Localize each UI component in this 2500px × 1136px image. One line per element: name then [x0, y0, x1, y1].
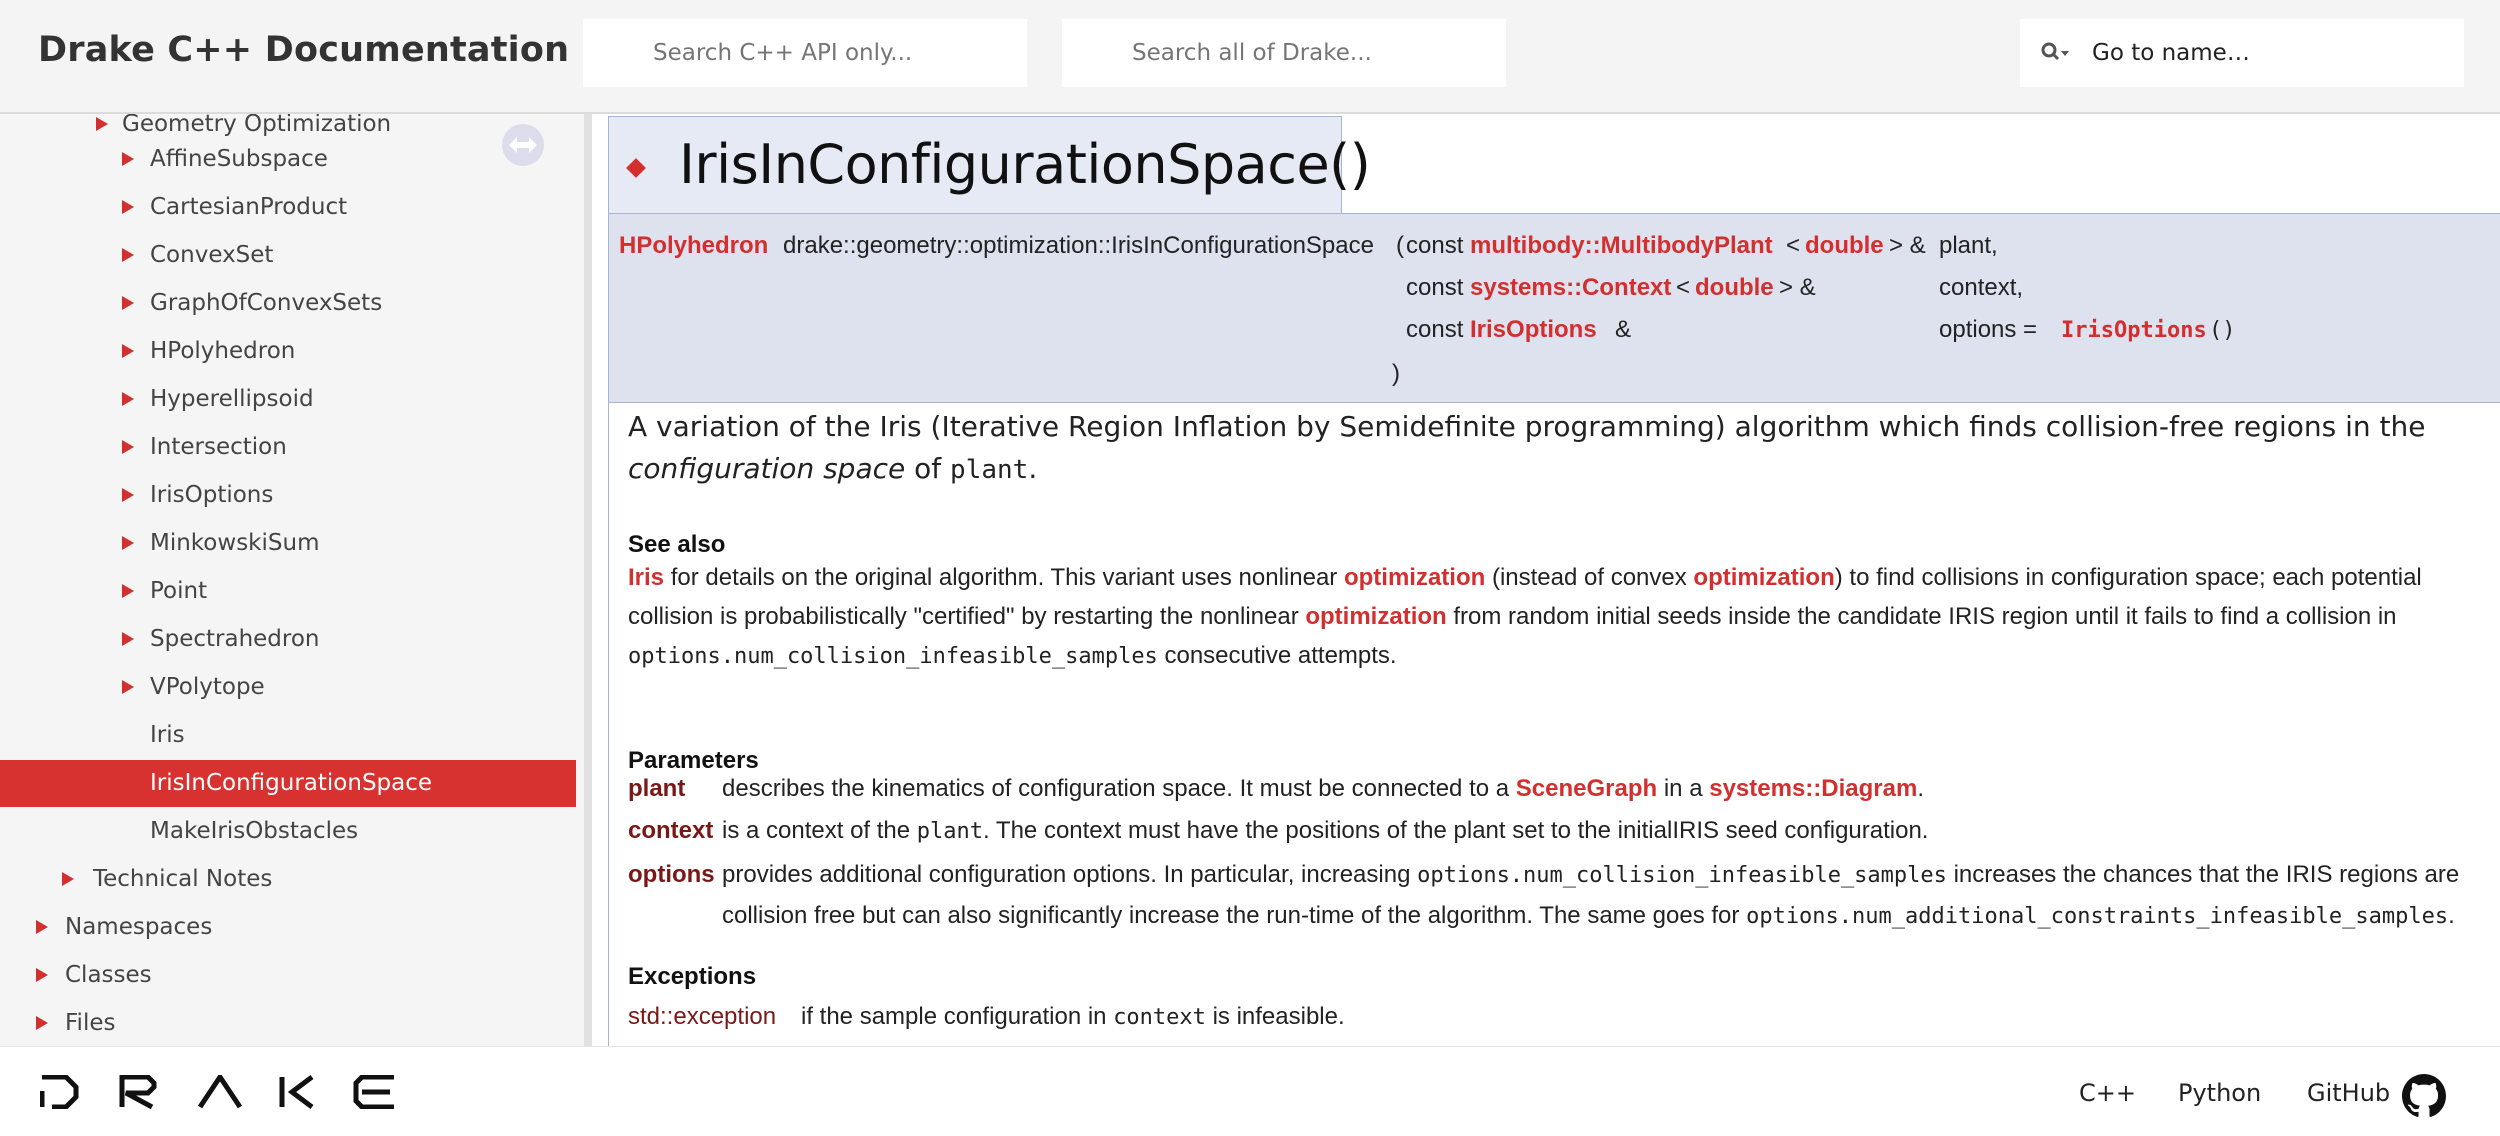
expand-arrow-icon[interactable]: [122, 568, 136, 615]
italic-term: configuration space: [628, 452, 906, 485]
main-content: [592, 114, 2500, 1046]
see-also-text: Iris for details on the original algorithm. This variant uses nonlinear optimization (instead of convex optimization) to find collisions in configuration space; each potential collision is probabilistically "certified" by restarting the nonlinear optimization from random initial seeds inside the candidate IRIS region until it fails to find a collision in options.num_collision_infeasible_samples consecutive attempts.: [628, 564, 2422, 669]
inline-code: options.num_collision_infeasible_samples: [1417, 863, 1947, 888]
param-name-options: options =: [1939, 316, 2038, 343]
optimization-link[interactable]: optimization: [1693, 564, 1835, 591]
irisoptions-default-link[interactable]: IrisOptions: [2061, 318, 2207, 343]
sidebar-item-geometry-optimization[interactable]: Geometry Optimization: [0, 114, 576, 148]
expand-arrow-icon[interactable]: [36, 1000, 50, 1046]
multibodyplant-type-link[interactable]: multibody::MultibodyPlant: [1470, 232, 1773, 259]
template-open: <: [1786, 232, 1801, 259]
sidebar-item-minkowskisum[interactable]: MinkowskiSum: [0, 520, 576, 567]
optimization-link[interactable]: optimization: [1305, 603, 1447, 630]
drake-logo[interactable]: [40, 1075, 396, 1109]
exception-description: if the sample configuration in context is infeasible.: [801, 1003, 1345, 1030]
page-title: IrisInConfigurationSpace(): [679, 133, 1371, 196]
inline-code: plant: [950, 455, 1029, 485]
sidebar-item-graphofconvexsets[interactable]: GraphOfConvexSets: [0, 280, 576, 327]
param-plant-description: describes the kinematics of configuration space. It must be connected to a SceneGraph in a systems::Diagram.: [722, 775, 1924, 802]
default-call-parens: (): [2209, 318, 2236, 343]
inline-code: options.num_collision_infeasible_samples: [628, 644, 1158, 669]
expand-arrow-icon[interactable]: [122, 184, 136, 231]
close-paren: ): [1392, 360, 1400, 387]
template-open: <: [1676, 274, 1691, 301]
expand-arrow-icon[interactable]: [122, 376, 136, 423]
see-also-heading: See also: [628, 531, 726, 558]
sidebar-item-cartesianproduct[interactable]: CartesianProduct: [0, 184, 576, 231]
expand-arrow-icon[interactable]: [62, 856, 76, 903]
systems-context-type-link[interactable]: systems::Context: [1470, 274, 1672, 301]
sidebar-item-vpolytope[interactable]: VPolytope: [0, 664, 576, 711]
sidebar-item-irisoptions[interactable]: IrisOptions: [0, 472, 576, 519]
expand-arrow-icon[interactable]: [36, 952, 50, 999]
expand-arrow-icon[interactable]: [122, 232, 136, 279]
optimization-link[interactable]: optimization: [1343, 564, 1486, 591]
sidebar-item-hpolyhedron[interactable]: HPolyhedron: [0, 328, 576, 375]
irisoptions-type-link[interactable]: IrisOptions: [1470, 316, 1597, 343]
param-qualifier: const: [1406, 274, 1464, 301]
github-icon[interactable]: [2402, 1074, 2446, 1118]
expand-arrow-icon[interactable]: [122, 424, 136, 471]
search-cpp-api-input[interactable]: Search C++ API only...: [583, 19, 1027, 87]
footer: [0, 1046, 2500, 1136]
sidebar-item-technical-notes[interactable]: Technical Notes: [0, 856, 576, 903]
sidebar-item-spectrahedron[interactable]: Spectrahedron: [0, 616, 576, 663]
sidebar-item-intersection[interactable]: Intersection: [0, 424, 576, 471]
parameters-heading: Parameters: [628, 747, 759, 774]
param-qualifier: const: [1406, 316, 1464, 343]
expand-arrow-icon[interactable]: [122, 328, 136, 375]
param-context-description: is a context of the plant. The context must have the positions of the plant set to the initialIRIS seed configuration.: [722, 817, 1929, 844]
site-title[interactable]: Drake C++ Documentation: [38, 30, 570, 70]
function-prototype: [608, 213, 2500, 403]
go-to-name-input[interactable]: [2020, 19, 2464, 87]
inline-code: plant: [916, 819, 984, 844]
template-close-ref: > &: [1889, 232, 1926, 259]
sidebar-item-classes[interactable]: Classes: [0, 952, 576, 999]
param-qualifier: const: [1406, 232, 1464, 259]
sidebar-item-affinesubspace[interactable]: AffineSubspace: [0, 136, 576, 183]
return-type-link[interactable]: HPolyhedron: [619, 232, 769, 259]
sidebar-item-hyperellipsoid[interactable]: Hyperellipsoid: [0, 376, 576, 423]
double-type-link[interactable]: double: [1695, 274, 1774, 301]
sidebar-item-iris[interactable]: Iris: [150, 722, 185, 748]
qualified-function-name: drake::geometry::optimization::IrisInConfigurationSpace: [783, 232, 1374, 259]
function-documentation: [608, 403, 2500, 1046]
double-type-link[interactable]: double: [1805, 232, 1884, 259]
ref-symbol: &: [1615, 316, 1632, 343]
expand-arrow-icon[interactable]: [122, 664, 136, 711]
param-options-description: provides additional configuration options. In particular, increasing options.num_collision_infeasible_samples increases the chances that the IRIS regions are collision free but can also significantly increase the run-time of the algorithm. The same goes for options.num_additional_constraints_infeasible_samples.: [722, 861, 2460, 929]
expand-arrow-icon[interactable]: [122, 520, 136, 567]
sidebar-item-namespaces[interactable]: Namespaces: [0, 904, 576, 951]
param-name-plant: plant,: [1939, 232, 1998, 259]
sidebar-item-point[interactable]: Point: [0, 568, 576, 615]
sidebar-item-makeirisobstacles[interactable]: MakeIrisObstacles: [150, 818, 359, 844]
param-options-name: options: [628, 861, 715, 888]
footer-link-github[interactable]: GitHub: [2307, 1079, 2391, 1107]
go-to-name-placeholder: Go to name…: [2092, 40, 2250, 66]
expand-arrow-icon[interactable]: [122, 280, 136, 327]
param-name-context: context,: [1939, 274, 2024, 301]
member-title-tab: [608, 116, 1371, 214]
exception-type: std::exception: [628, 1003, 777, 1030]
description-line-1: A variation of the Iris (Iterative Region Inflation by Semidefinite programming) algorithm which finds collision-free regions in the: [628, 410, 2426, 443]
iris-link[interactable]: Iris: [628, 564, 665, 591]
expand-arrow-icon[interactable]: [122, 136, 136, 183]
search-icon: [2040, 41, 2070, 65]
exceptions-heading: Exceptions: [628, 963, 757, 990]
sidebar-item-irisinconfigurationspace[interactable]: IrisInConfigurationSpace: [0, 760, 576, 807]
description: [628, 406, 2500, 491]
description-line-2: configuration space of plant.: [628, 452, 1038, 485]
systems-diagram-link[interactable]: systems::Diagram: [1709, 775, 1918, 802]
sidebar-item-files[interactable]: Files: [0, 1000, 576, 1046]
param-plant-name: plant: [628, 775, 686, 802]
diamond-icon: [626, 158, 646, 178]
footer-link-cpp[interactable]: C++: [2079, 1079, 2136, 1107]
inline-code: context: [1113, 1005, 1206, 1030]
param-context-name: context: [628, 817, 714, 844]
search-all-input[interactable]: Search all of Drake...: [1062, 19, 1506, 87]
footer-link-python[interactable]: Python: [2178, 1079, 2262, 1107]
top-bar: [0, 0, 2500, 114]
template-close-ref: > &: [1779, 274, 1816, 301]
inline-code: options.num_additional_constraints_infeasible_samples: [1746, 904, 2449, 929]
scenegraph-link[interactable]: SceneGraph: [1515, 775, 1658, 802]
sidebar-nav: [0, 114, 592, 1046]
expand-arrow-icon[interactable]: [122, 616, 136, 663]
sidebar-item-convexset[interactable]: ConvexSet: [0, 232, 576, 279]
expand-arrow-icon[interactable]: [122, 472, 136, 519]
open-paren: (: [1396, 232, 1404, 259]
expand-arrow-icon[interactable]: [36, 904, 50, 951]
